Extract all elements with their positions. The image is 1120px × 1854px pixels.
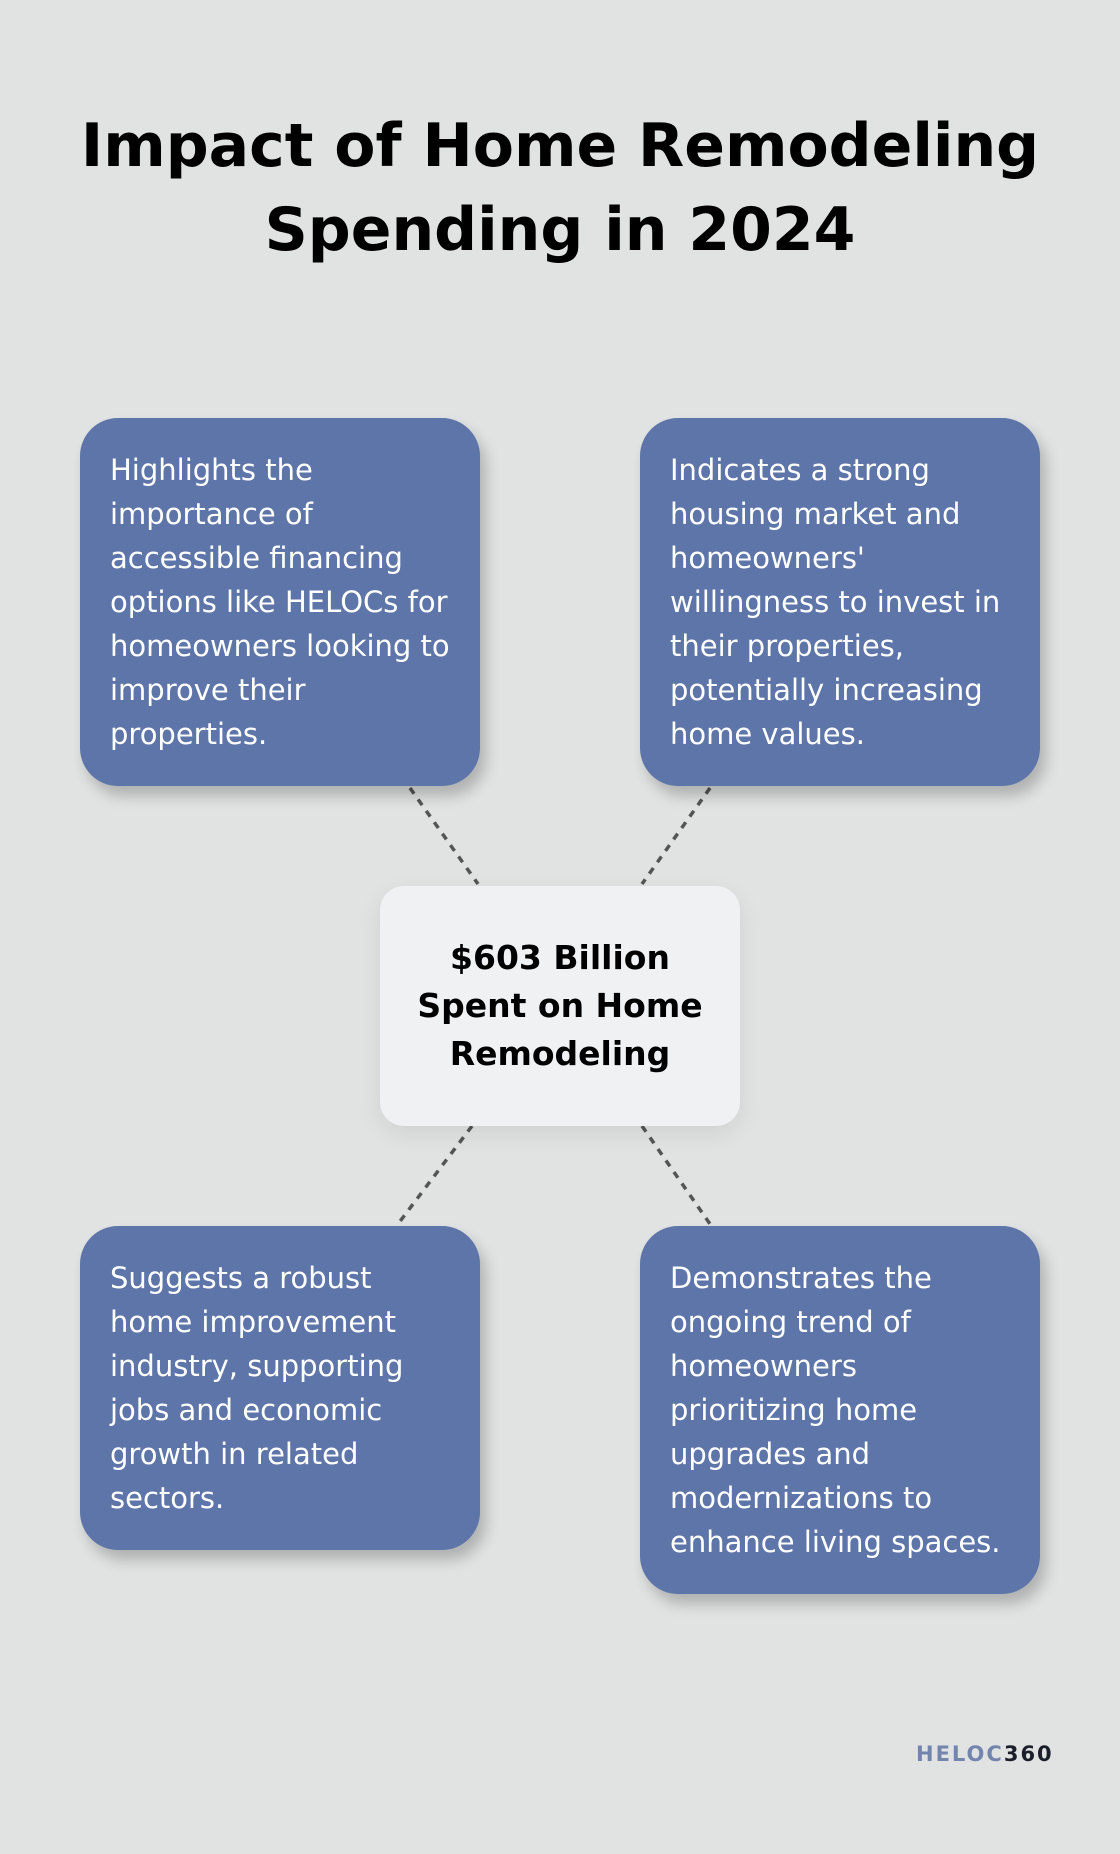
- logo-text-heloc: HELOC: [916, 1742, 1004, 1766]
- card-text: Highlights the importance of accessible financing options like HELOCs for homeowners looking to improve their properties.: [110, 453, 450, 751]
- connector-top-left: [410, 788, 478, 884]
- heloc360-logo: [916, 1740, 1054, 1768]
- card-strong-housing-market: [640, 418, 1040, 786]
- card-ongoing-trend: [640, 1226, 1040, 1594]
- connector-bottom-left: [398, 1126, 472, 1224]
- card-text: Indicates a strong housing market and homeowners' willingness to invest in their properties, potentially increasing home values.: [670, 453, 1001, 751]
- card-home-improvement-industry: [80, 1226, 480, 1550]
- connector-bottom-right: [642, 1126, 710, 1224]
- connector-top-right: [642, 788, 710, 884]
- card-financing-importance: [80, 418, 480, 786]
- card-text: Demonstrates the ongoing trend of homeowners prioritizing home upgrades and modernizations to enhance living spaces.: [670, 1261, 1001, 1559]
- card-text: Suggests a robust home improvement industry, supporting jobs and economic growth in related sectors.: [110, 1261, 404, 1515]
- page-title: Impact of Home Remodeling Spending in 2024: [80, 111, 1040, 265]
- center-stat-text: $603 Billion Spent on Home Remodeling: [417, 938, 703, 1073]
- center-stat-box: [380, 886, 740, 1126]
- logo-text-360: 360: [1003, 1742, 1054, 1766]
